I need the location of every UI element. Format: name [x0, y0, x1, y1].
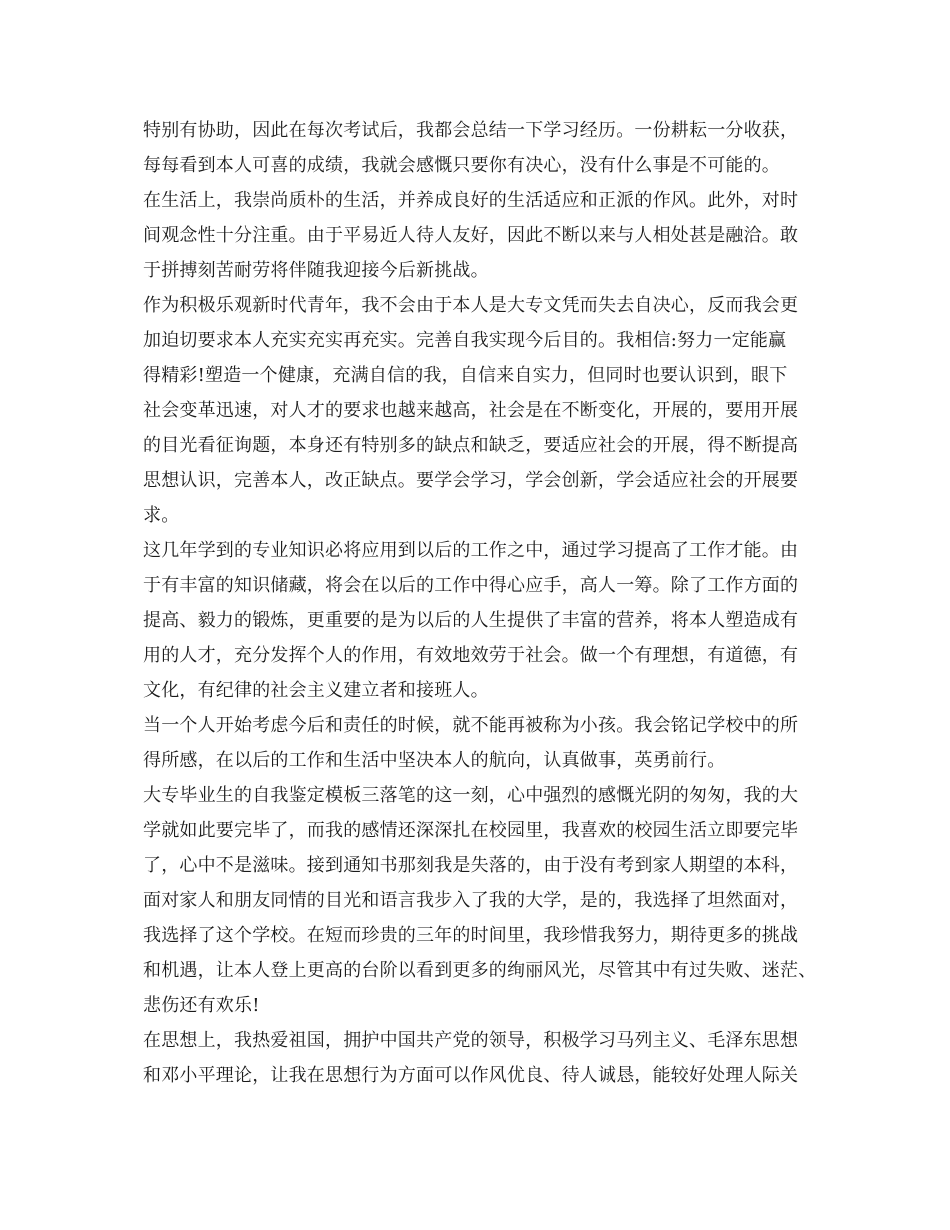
text-line: 我选择了这个学校。在短而珍贵的三年的时间里，我珍惜我努力，期待更多的挑战 [143, 925, 799, 946]
text-line: 求。 [143, 505, 180, 526]
text-line: 的目光看征询题，本身还有特别多的缺点和缺乏，要适应社会的开展，得不断提高 [143, 435, 799, 456]
text-line: 得精彩!塑造一个健康，充满自信的我，自信来自实力，但同时也要认识到，眼下 [143, 365, 788, 386]
text-line: 和机遇，让本人登上更高的台阶以看到更多的绚丽风光，尽管其中有过失败、迷茫、 [143, 960, 817, 981]
text-line: 得所感，在以后的工作和生活中坚决本人的航向，认真做事，英勇前行。 [143, 750, 726, 771]
text-line: 社会变革迅速，对人才的要求也越来越高，社会是在不断变化，开展的，要用开展 [143, 400, 799, 421]
text-line: 悲伤还有欢乐! [143, 995, 260, 1016]
text-line: 在思想上，我热爱祖国，拥护中国共产党的领导，积极学习马列主义、毛泽东思想 [143, 1030, 799, 1051]
text-line: 于有丰富的知识储藏，将会在以后的工作中得心应手，高人一筹。除了工作方面的 [143, 575, 799, 596]
text-line: 提高、毅力的锻炼，更重要的是为以后的人生提供了丰富的营养，将本人塑造成有 [143, 610, 799, 631]
text-line: 间观念性十分注重。由于平易近人待人友好，因此不断以来与人相处甚是融洽。敢 [143, 225, 799, 246]
text-line: 加迫切要求本人充实充实再充实。完善自我实现今后目的。我相信:努力一定能赢 [143, 330, 787, 351]
text-line: 用的人才，充分发挥个人的作用，有效地效劳于社会。做一个有理想，有道德，有 [143, 645, 799, 666]
text-line: 每每看到本人可喜的成绩，我就会感慨只要你有决心，没有什么事是不可能的。 [143, 155, 780, 176]
text-line: 特别有协助，因此在每次考试后，我都会总结一下学习经历。一份耕耘一分收获， [143, 120, 799, 141]
text-line: 于拼搏刻苦耐劳将伴随我迎接今后新挑战。 [143, 260, 489, 281]
document-body [143, 113, 843, 1093]
text-line: 这几年学到的专业知识必将应用到以后的工作之中，通过学习提高了工作才能。由 [143, 540, 799, 561]
text-line: 作为积极乐观新时代青年，我不会由于本人是大专文凭而失去自决心，反而我会更 [143, 295, 799, 316]
text-line: 在生活上，我崇尚质朴的生活，并养成良好的生活适应和正派的作风。此外，对时 [143, 190, 799, 211]
text-line: 思想认识，完善本人，改正缺点。要学会学习，学会创新，学会适应社会的开展要 [143, 470, 799, 491]
text-line: 文化，有纪律的社会主义建立者和接班人。 [143, 680, 489, 701]
text-line: 了，心中不是滋味。接到通知书那刻我是失落的，由于没有考到家人期望的本科， [143, 855, 799, 876]
text-line: 当一个人开始考虑今后和责任的时候，就不能再被称为小孩。我会铭记学校中的所 [143, 715, 799, 736]
text-line: 大专毕业生的自我鉴定模板三落笔的这一刻，心中强烈的感慨光阴的匆匆，我的大 [143, 785, 799, 806]
text-line: 面对家人和朋友同情的目光和语言我步入了我的大学，是的，我选择了坦然面对， [143, 890, 799, 911]
text-line: 学就如此要完毕了，而我的感情还深深扎在校园里，我喜欢的校园生活立即要完毕 [143, 820, 799, 841]
text-line: 和邓小平理论，让我在思想行为方面可以作风优良、待人诚恳，能较好处理人际关 [143, 1065, 799, 1086]
